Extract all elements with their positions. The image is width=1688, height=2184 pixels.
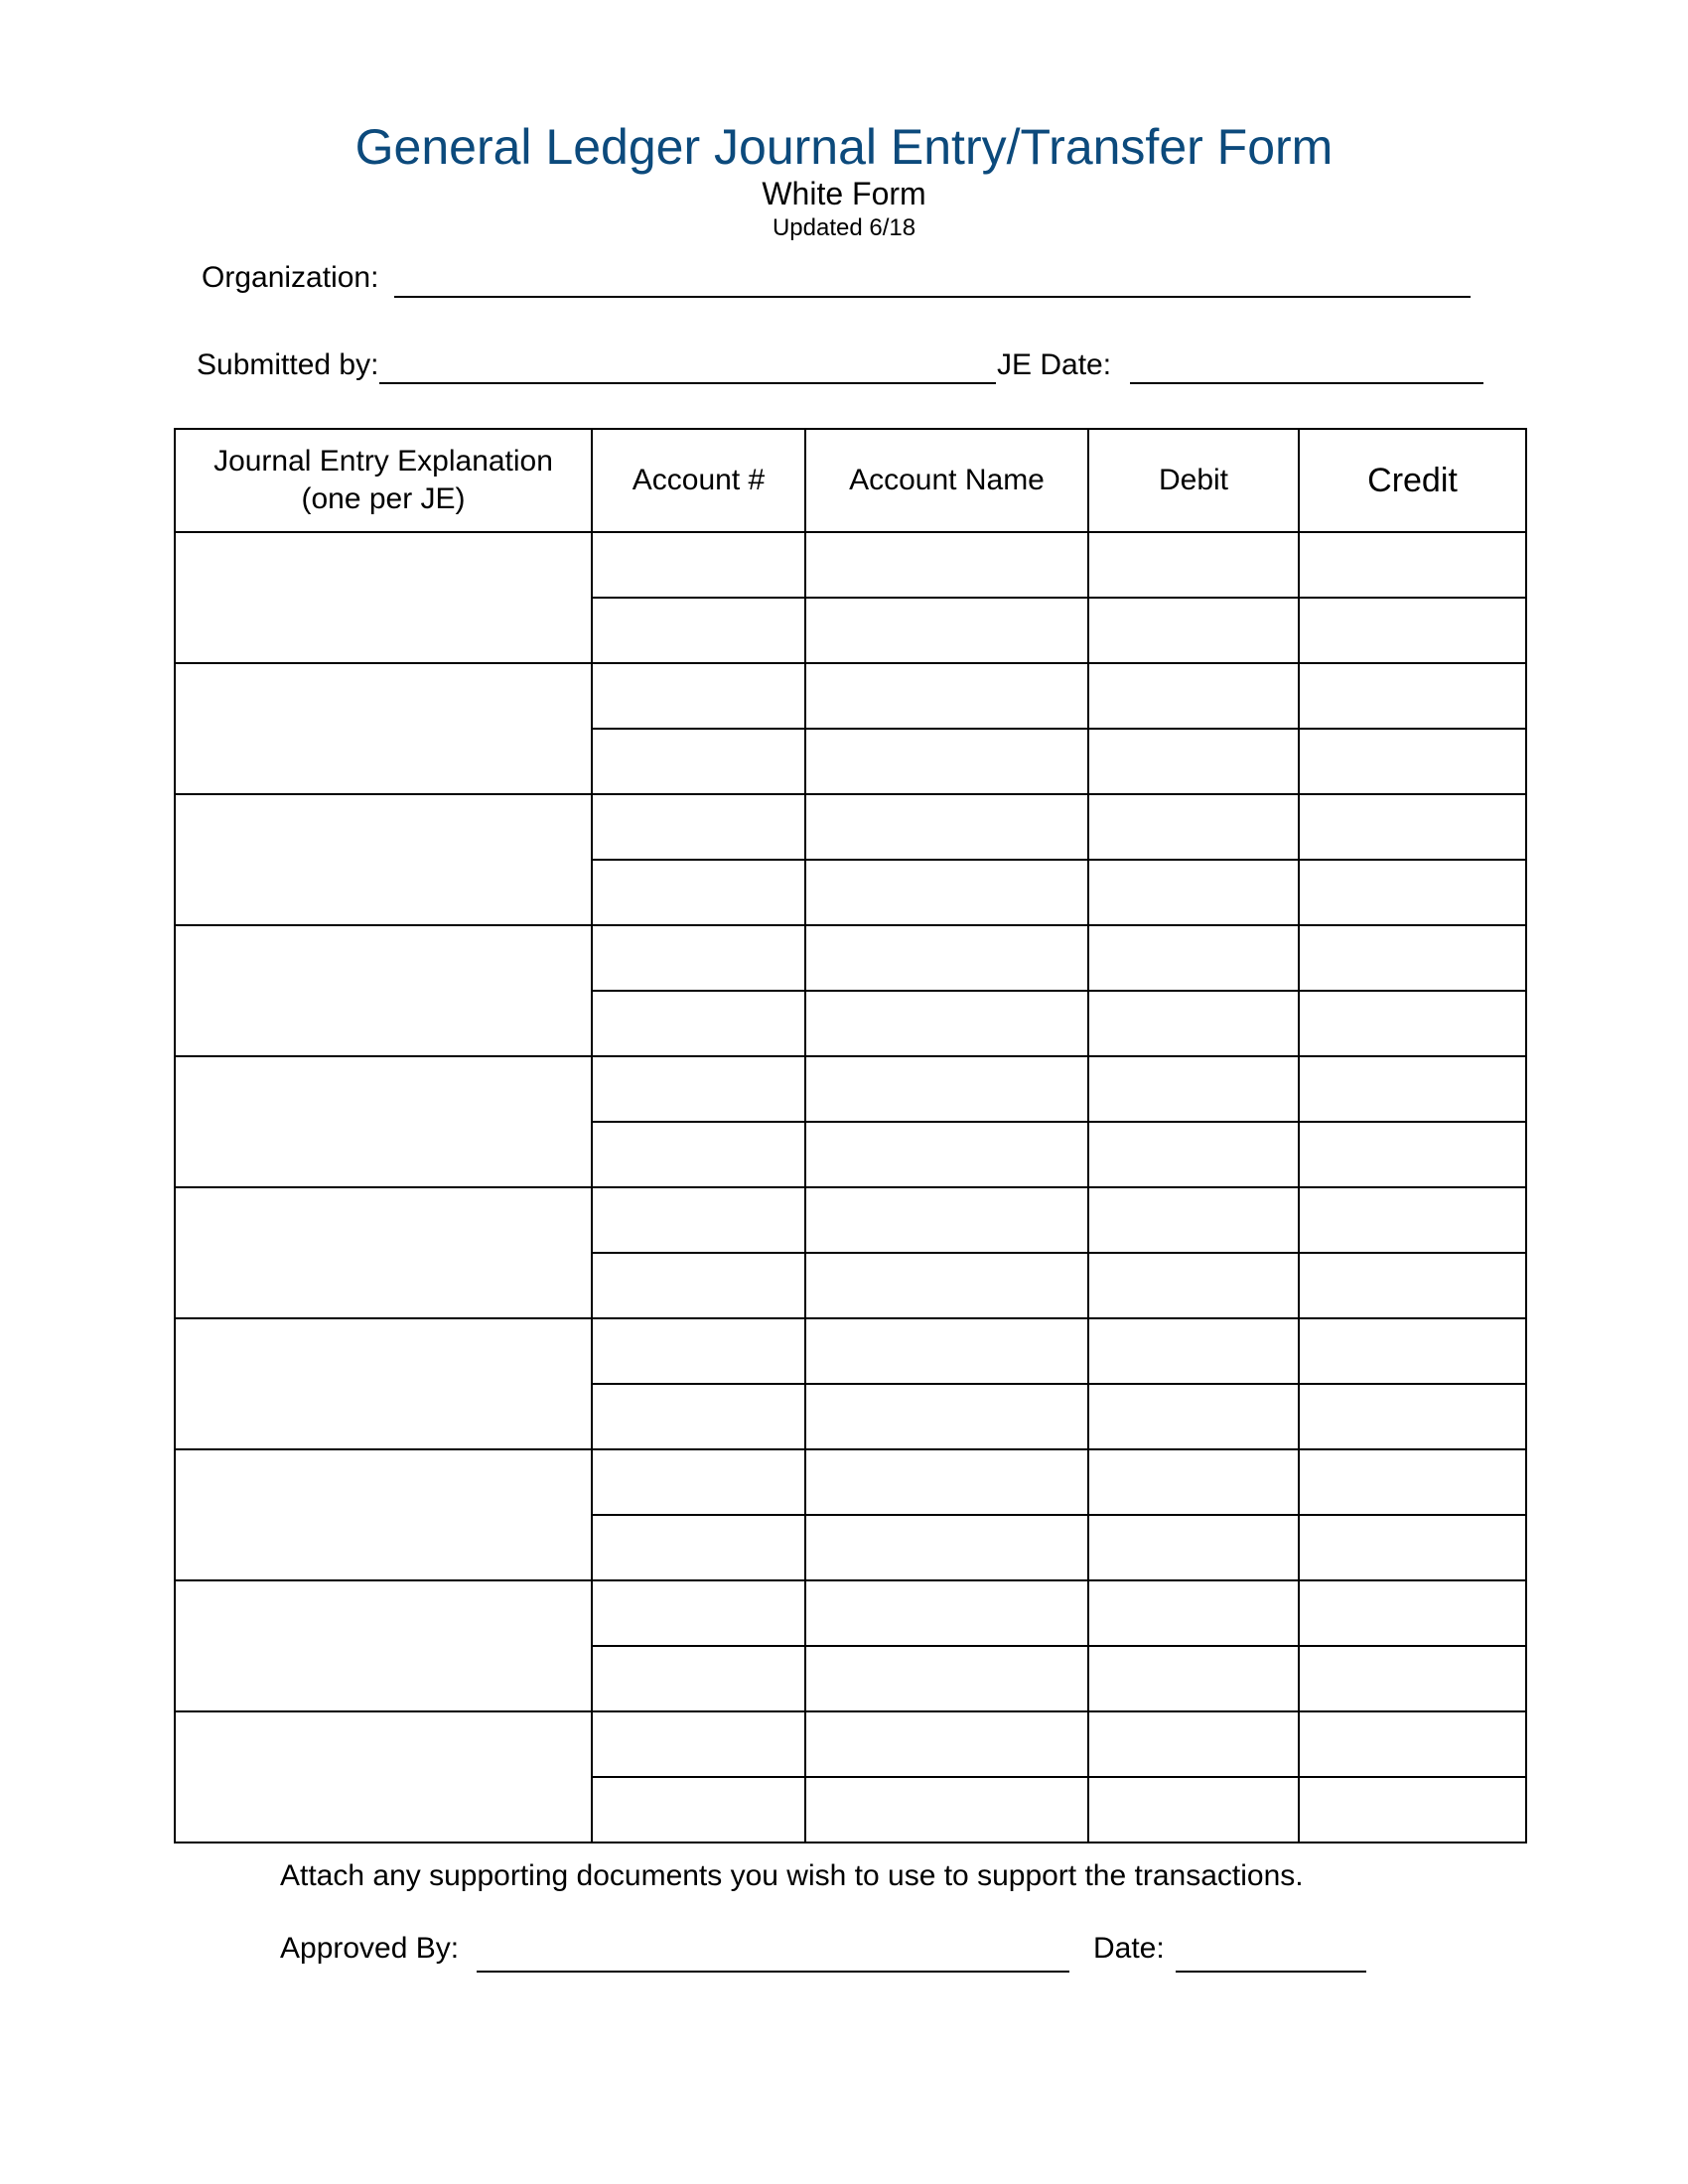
account-number-cell[interactable] [592,860,805,925]
debit-cell[interactable] [1088,1253,1299,1318]
explanation-cell[interactable] [175,925,592,1056]
form-updated-date: Updated 6/18 [772,214,916,241]
debit-cell[interactable] [1088,1384,1299,1449]
account-name-column-header: Account Name [805,429,1088,532]
account-name-cell[interactable] [805,1056,1088,1122]
debit-cell[interactable] [1088,794,1299,860]
account-name-cell[interactable] [805,1187,1088,1253]
explanation-cell[interactable] [175,532,592,663]
account-number-cell[interactable] [592,663,805,729]
account-name-cell[interactable] [805,1384,1088,1449]
account-number-cell[interactable] [592,1777,805,1843]
account-number-cell[interactable] [592,1449,805,1515]
debit-cell[interactable] [1088,1187,1299,1253]
debit-cell[interactable] [1088,991,1299,1056]
credit-cell[interactable] [1299,1646,1526,1711]
table-row [175,925,1526,991]
explanation-header-line2: (one per JE) [301,482,466,515]
credit-column-header: Credit [1299,429,1526,532]
account-number-cell[interactable] [592,1711,805,1777]
account-name-cell[interactable] [805,1646,1088,1711]
table-row [175,1580,1526,1646]
account-name-cell[interactable] [805,1580,1088,1646]
organization-label: Organization: [202,261,379,294]
credit-cell[interactable] [1299,598,1526,663]
account-number-cell[interactable] [592,1646,805,1711]
account-name-cell[interactable] [805,925,1088,991]
table-row [175,1318,1526,1384]
account-number-cell[interactable] [592,1580,805,1646]
debit-cell[interactable] [1088,598,1299,663]
organization-field[interactable] [394,296,1471,298]
debit-column-header: Debit [1088,429,1299,532]
explanation-cell[interactable] [175,1580,592,1711]
explanation-cell[interactable] [175,663,592,794]
approval-date-field[interactable] [1176,1971,1366,1973]
journal-entry-table [174,428,1527,1843]
account-name-cell[interactable] [805,663,1088,729]
debit-cell[interactable] [1088,1318,1299,1384]
credit-cell[interactable] [1299,925,1526,991]
credit-cell[interactable] [1299,1122,1526,1187]
je-date-field[interactable] [1130,382,1483,384]
account-number-cell[interactable] [592,1515,805,1580]
je-date-label: JE Date: [997,348,1112,381]
account-name-cell[interactable] [805,1777,1088,1843]
explanation-cell[interactable] [175,1187,592,1318]
journal-entry-rows [175,532,1526,1843]
table-row [175,1056,1526,1122]
credit-cell[interactable] [1299,1253,1526,1318]
table-row [175,1449,1526,1515]
account-number-cell[interactable] [592,1122,805,1187]
debit-cell[interactable] [1088,860,1299,925]
account-number-cell[interactable] [592,925,805,991]
table-row [175,532,1526,598]
account-number-cell[interactable] [592,1318,805,1384]
account-number-cell[interactable] [592,794,805,860]
debit-cell[interactable] [1088,1777,1299,1843]
approved-by-field[interactable] [477,1971,1069,1973]
explanation-cell[interactable] [175,794,592,925]
submitted-by-label: Submitted by: [197,348,379,381]
table-row [175,1187,1526,1253]
credit-cell[interactable] [1299,532,1526,598]
credit-cell[interactable] [1299,1515,1526,1580]
explanation-cell[interactable] [175,1449,592,1580]
table-row [175,1711,1526,1777]
account-name-cell[interactable] [805,729,1088,794]
debit-cell[interactable] [1088,1122,1299,1187]
account-name-cell[interactable] [805,1515,1088,1580]
account-number-cell[interactable] [592,729,805,794]
debit-cell[interactable] [1088,925,1299,991]
approved-by-label: Approved By: [280,1932,460,1965]
account-number-cell[interactable] [592,991,805,1056]
account-name-cell[interactable] [805,1318,1088,1384]
account-number-column-header: Account # [592,429,805,532]
account-name-cell[interactable] [805,598,1088,663]
debit-cell[interactable] [1088,532,1299,598]
debit-cell[interactable] [1088,663,1299,729]
credit-cell[interactable] [1299,1711,1526,1777]
debit-cell[interactable] [1088,729,1299,794]
account-number-cell[interactable] [592,1253,805,1318]
credit-cell[interactable] [1299,794,1526,860]
credit-cell[interactable] [1299,1449,1526,1515]
account-name-cell[interactable] [805,1253,1088,1318]
debit-cell[interactable] [1088,1580,1299,1646]
account-number-cell[interactable] [592,1384,805,1449]
credit-cell[interactable] [1299,1580,1526,1646]
credit-cell[interactable] [1299,991,1526,1056]
approval-date-label: Date: [1093,1932,1165,1965]
debit-cell[interactable] [1088,1449,1299,1515]
table-row [175,663,1526,729]
explanation-cell[interactable] [175,1056,592,1187]
account-name-cell[interactable] [805,860,1088,925]
credit-cell[interactable] [1299,1384,1526,1449]
explanation-cell[interactable] [175,1711,592,1843]
table-header-row [175,429,1526,532]
debit-cell[interactable] [1088,1646,1299,1711]
account-name-cell[interactable] [805,1711,1088,1777]
debit-cell[interactable] [1088,1515,1299,1580]
form-subtitle: White Form [762,176,926,211]
table-row [175,794,1526,860]
account-name-cell[interactable] [805,1449,1088,1515]
account-name-cell[interactable] [805,794,1088,860]
account-number-cell[interactable] [592,598,805,663]
debit-cell[interactable] [1088,1056,1299,1122]
supporting-documents-note: Attach any supporting documents you wish to use to support the transactions. [280,1859,1304,1892]
credit-cell[interactable] [1299,1187,1526,1253]
form-title: General Ledger Journal Entry/Transfer Form [354,119,1334,175]
submitted-by-field[interactable] [379,382,996,384]
credit-cell[interactable] [1299,729,1526,794]
explanation-header-line1: Journal Entry Explanation [213,445,553,478]
account-name-cell[interactable] [805,532,1088,598]
account-number-cell[interactable] [592,1056,805,1122]
credit-cell[interactable] [1299,663,1526,729]
account-name-cell[interactable] [805,1122,1088,1187]
debit-cell[interactable] [1088,1711,1299,1777]
account-number-cell[interactable] [592,1187,805,1253]
credit-cell[interactable] [1299,1056,1526,1122]
account-number-cell[interactable] [592,532,805,598]
explanation-cell[interactable] [175,1318,592,1449]
credit-cell[interactable] [1299,860,1526,925]
credit-cell[interactable] [1299,1318,1526,1384]
credit-cell[interactable] [1299,1777,1526,1843]
explanation-column-header [175,429,592,532]
account-name-cell[interactable] [805,991,1088,1056]
